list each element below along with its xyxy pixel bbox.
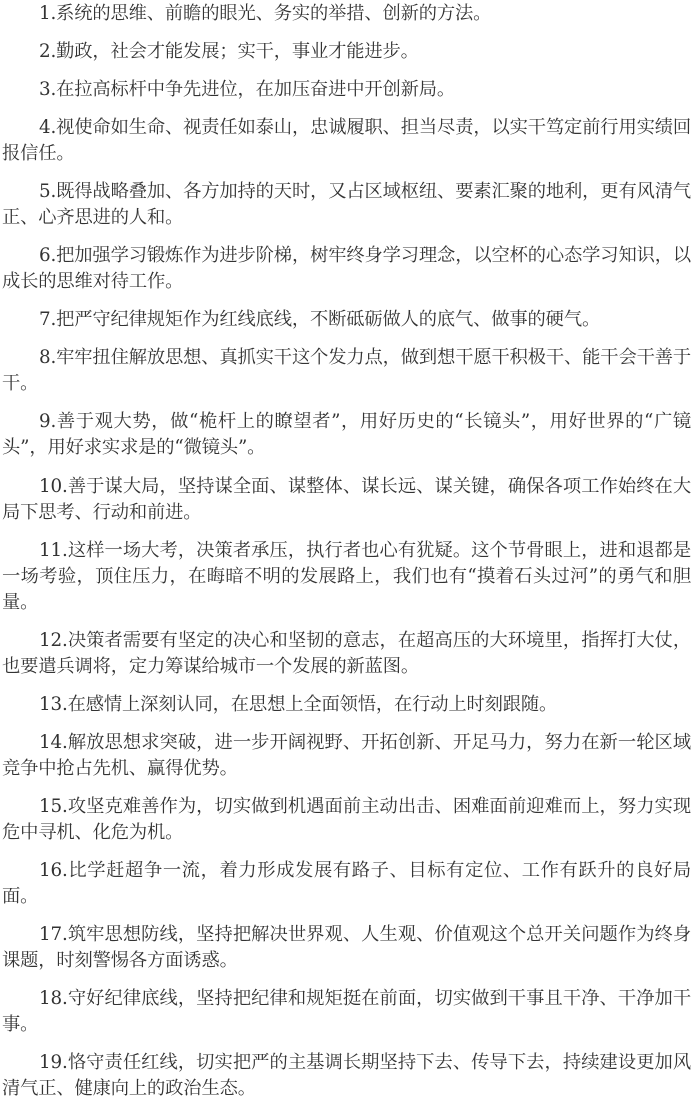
paragraph-15: 15.攻坚克难善作为，切实做到机遇面前主动出击、困难面前迎难而上，努力实现危中寻机、化危为机。 [2,796,691,843]
paragraph-13: 13.在感情上深刻认同，在思想上全面领悟，在行动上时刻跟随。 [39,694,558,715]
paragraph-2: 2.勤政，社会才能发展；实干，事业才能进步。 [39,41,419,62]
paragraph-14: 14.解放思想求突破，进一步开阔视野、开拓创新、开足马力，努力在新一轮区域竞争中抢占先机、赢得优势。 [2,732,691,779]
paragraph-4: 4.视使命如生命、视责任如泰山，忠诚履职、担当尽责，以实干笃定前行用实绩回报信任。 [2,117,691,164]
paragraph-3: 3.在拉高标杆中争先进位，在加压奋进中开创新局。 [39,79,456,100]
paragraph-8: 8.牢牢扭住解放思想、真抓实干这个发力点，做到想干愿干积极干、能干会干善于干。 [2,347,691,394]
paragraph-9: 9.善于观大势，做“桅杆上的瞭望者”，用好历史的“长镜头”，用好世界的“广镜头”，用好求实求是的“微镜头”。 [2,411,691,458]
paragraph-18: 18.守好纪律底线，坚持把纪律和规矩挺在前面，切实做到干事且干净、干净加干事。 [2,988,691,1035]
paragraph-12: 12.决策者需要有坚定的决心和坚韧的意志，在超高压的大环境里，指挥打大仗，也要遣兵调将，定力筹谋给城市一个发展的新蓝图。 [2,630,691,677]
paragraph-6: 6.把加强学习锻炼作为进步阶梯，树牢终身学习理念，以空杯的心态学习知识，以成长的思维对待工作。 [2,245,691,292]
paragraph-19: 19.恪守责任红线，切实把严的主基调长期坚持下去、传导下去，持续建设更加风清气正、健康向上的政治生态。 [2,1052,691,1099]
paragraph-7: 7.把严守纪律规矩作为红线底线，不断砥砺做人的底气、做事的硬气。 [39,309,601,330]
article-body [2,0,691,1102]
paragraph-16: 16.比学赶超争一流，着力形成发展有路子、目标有定位、工作有跃升的良好局面。 [2,860,691,907]
paragraph-10: 10.善于谋大局，坚持谋全面、谋整体、谋长远、谋关键，确保各项工作始终在大局下思考、行动和前进。 [2,476,691,523]
paragraph-5: 5.既得战略叠加、各方加持的天时，又占区域枢纽、要素汇聚的地利，更有风清气正、心齐思进的人和。 [2,181,691,228]
paragraph-17: 17.筑牢思想防线，坚持把解决世界观、人生观、价值观这个总开关问题作为终身课题，时刻警惕各方面诱惑。 [2,924,691,971]
paragraph-1: 1.系统的思维、前瞻的眼光、务实的举措、创新的方法。 [39,3,492,24]
paragraph-11: 11.这样一场大考，决策者承压，执行者也心有犹疑。这个节骨眼上，进和退都是一场考验，顶住压力，在晦暗不明的发展路上，我们也有“摸着石头过河”的勇气和胆量。 [2,540,691,613]
